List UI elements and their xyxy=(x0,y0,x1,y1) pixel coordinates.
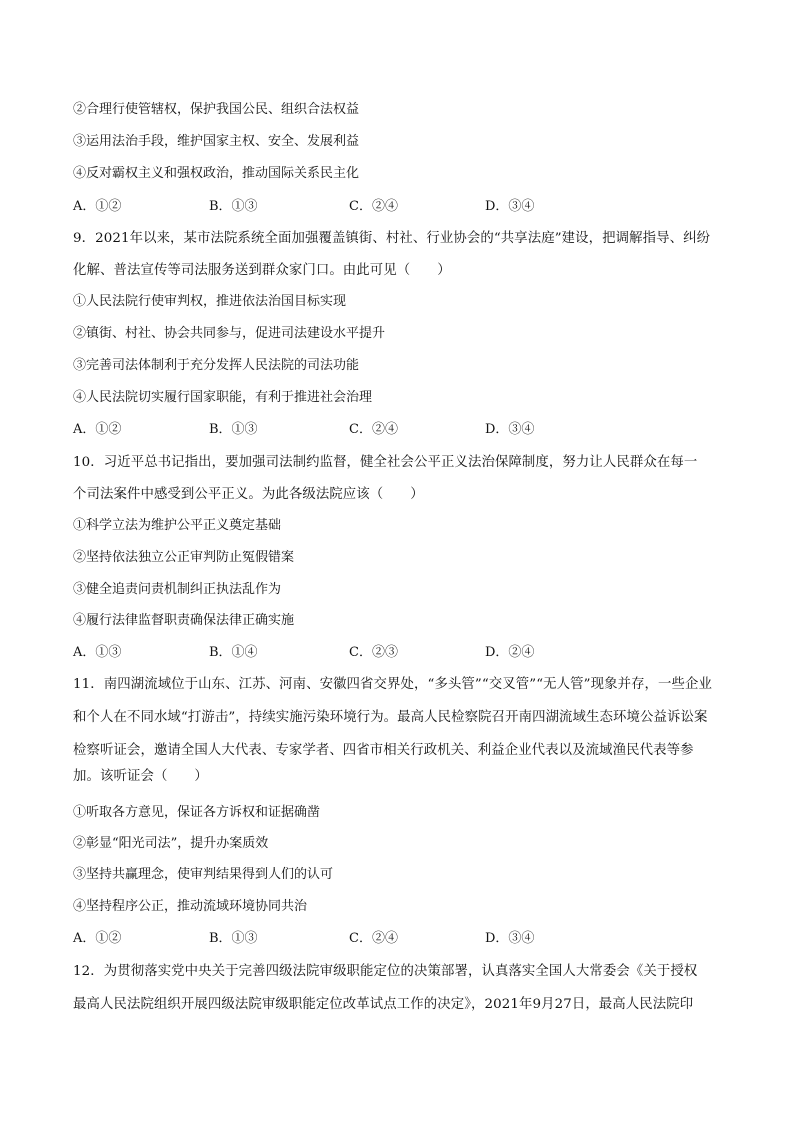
answer-option: D．②④ xyxy=(485,645,535,660)
answer-option: D．③④ xyxy=(485,422,535,437)
question-stem-line: 和个人在不同水域“打游击”，持续实施污染环境行为。最高人民检察院召开南四湖流域生态环境公益诉讼案 xyxy=(73,710,708,725)
answer-option: D．③④ xyxy=(485,199,535,214)
answer-option: A．①② xyxy=(73,422,122,437)
statement-line: ①科学立法为维护公平正义奠定基础 xyxy=(73,518,282,533)
answer-option: B．①③ xyxy=(209,931,258,946)
question-stem-line: 9．2021年以来，某市法院系统全面加强覆盖镇街、村社、行业协会的“共享法庭”建设，把调解指导、纠纷 xyxy=(73,231,711,246)
answer-options xyxy=(73,643,733,663)
statement-line: ③完善司法体制利于充分发挥人民法院的司法功能 xyxy=(73,358,360,373)
question-stem-line: 最高人民法院组织开展四级法院审级职能定位改革试点工作的决定》，2021年9月27日，最高人民法院印 xyxy=(73,997,694,1012)
statement-line: ④人民法院切实履行国家职能，有利于推进社会治理 xyxy=(73,390,373,405)
statement-line: ②坚持依法独立公正审判防止冤假错案 xyxy=(73,550,295,565)
statement-line: ②镇街、村社、协会共同参与，促进司法建设水平提升 xyxy=(73,326,386,341)
answer-option: B．①④ xyxy=(209,645,258,660)
statement-line: ③运用法治手段，维护国家主权、安全、发展利益 xyxy=(73,134,360,149)
statement-line: ④反对霸权主义和强权政治，推动国际关系民主化 xyxy=(73,166,360,181)
answer-option: B．①③ xyxy=(209,199,258,214)
answer-option: C．②④ xyxy=(349,199,398,214)
answer-option: B．①③ xyxy=(209,422,258,437)
statement-line: ②彰显“阳光司法”，提升办案质效 xyxy=(73,836,269,851)
answer-options xyxy=(73,929,733,949)
question-stem-line: 11．南四湖流域位于山东、江苏、河南、安徽四省交界处，“多头管”“交叉管”“无人管”现象并存，一些企业 xyxy=(73,677,713,692)
answer-option: D．③④ xyxy=(485,931,535,946)
question-stem-line: 12．为贯彻落实党中央关于完善四级法院审级职能定位的决策部署，认真落实全国人大常委会《关于授权 xyxy=(73,964,698,979)
answer-options xyxy=(73,197,733,217)
statement-line: ①听取各方意见，保证各方诉权和证据确凿 xyxy=(73,805,321,820)
answer-option: C．②④ xyxy=(349,931,398,946)
question-stem-line: 10．习近平总书记指出，要加强司法制约监督，健全社会公平正义法治保障制度，努力让人民群众在每一 xyxy=(73,455,698,470)
statement-line: ③健全追责问责机制纠正执法乱作为 xyxy=(73,582,282,597)
statement-line: ①人民法院行使审判权，推进依法治国目标实现 xyxy=(73,294,347,309)
answer-option: A．①② xyxy=(73,199,122,214)
statement-line: ④履行法律监督职责确保法律正确实施 xyxy=(73,613,295,628)
statement-line: ④坚持程序公正，推动流域环境协同共治 xyxy=(73,899,308,914)
question-stem-line: 加。该听证会（ ） xyxy=(73,769,208,784)
answer-option: C．②③ xyxy=(349,645,398,660)
statement-line: ②合理行使管辖权，保护我国公民、组织合法权益 xyxy=(73,102,360,117)
question-stem-line: 检察听证会，邀请全国人大代表、专家学者、四省市相关行政机关、利益企业代表以及流域渔民代表等参 xyxy=(73,743,694,758)
question-stem-line: 化解、普法宣传等司法服务送到群众家门口。由此可见（ ） xyxy=(73,263,451,278)
answer-option: A．①② xyxy=(73,931,122,946)
answer-option: A．①③ xyxy=(73,645,122,660)
answer-options xyxy=(73,420,733,440)
statement-line: ③坚持共赢理念，使审判结果得到人们的认可 xyxy=(73,867,334,882)
answer-option: C．②④ xyxy=(349,422,398,437)
question-stem-line: 个司法案件中感受到公平正义。为此各级法院应该（ ） xyxy=(73,487,424,502)
